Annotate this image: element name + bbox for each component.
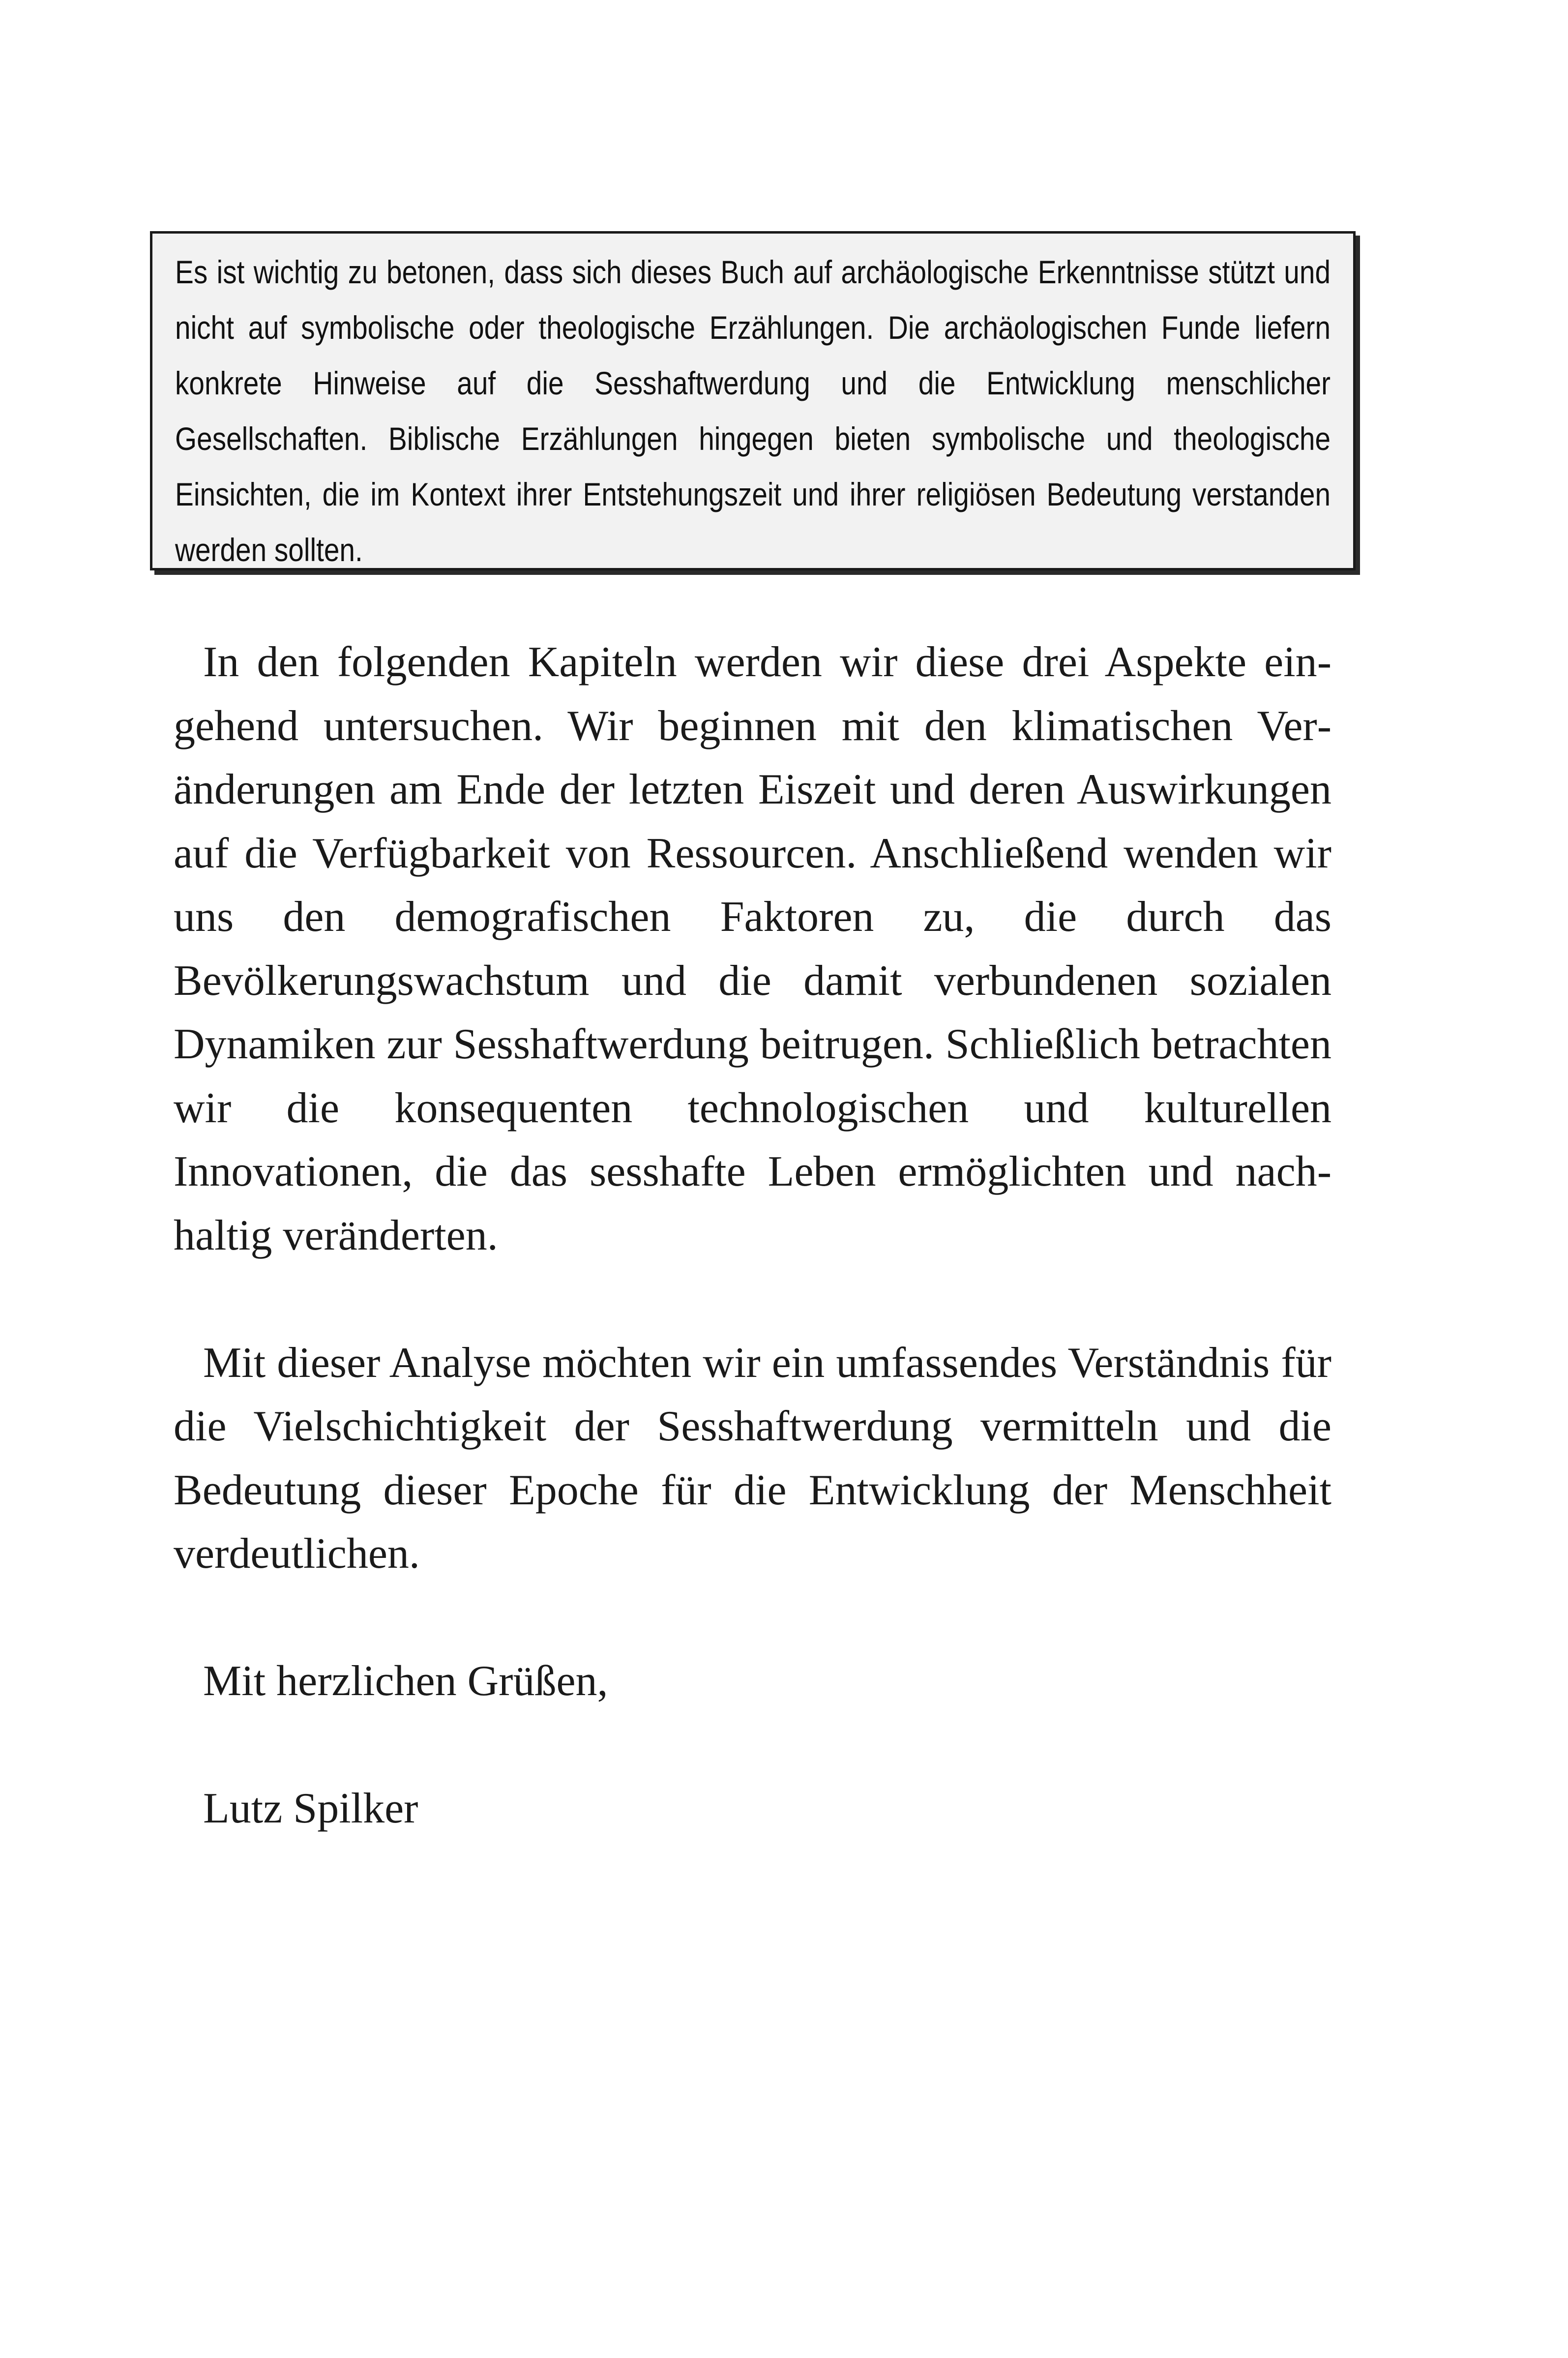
body-paragraph-1: In den folgenden Kapiteln werden wir diese drei Aspekte eingehend untersuchen. Wir beginnen mit den klimatischen Veränderungen am Ende der letzten Eiszeit und deren Auswirkungen auf die Verfügbarkeit von Ressourcen. Anschließend wenden wir uns den demografischen Faktoren zu, die durch das Bevölkerungswachstum und die damit verbundenen sozialen Dynamiken zur Sesshaftwerdung beitrugen. Schließlich betrachten wir die konsequenten technologischen und kulturellen Innovationen, die das sesshafte Leben ermöglichten und nachhaltig veränderten. xyxy=(174,638,1331,1259)
body-paragraph-2: Mit dieser Analyse möchten wir ein umfassendes Verständnis für die Vielschichtigkeit der Sesshaftwerdung vermitteln und die Bedeutung dieser Epoche für die Entwicklung der Menschheit verdeutlichen. xyxy=(174,1339,1331,1578)
notice-text: Es ist wichtig zu betonen, dass sich dieses Buch auf archäologische Erkenntnisse stützt und nicht auf symbolische oder theologische Erzählungen. Die archäologischen Funde liefern konkrete Hinweise auf die Sesshaftwerdung und die Entwicklung menschlicher Gesellschaften. Biblische Erzählungen hingegen bieten symbolische und theologische Einsichten, die im Kontext ihrer Entstehungszeit und ihrer religiösen Bedeutung verstanden werden sollten. xyxy=(175,254,1331,568)
author-signature: Lutz Spilker xyxy=(203,1785,418,1832)
closing-greeting: Mit herzlichen Grüßen, xyxy=(203,1657,608,1705)
notice-box xyxy=(150,231,1356,570)
body-text xyxy=(174,630,1331,1841)
